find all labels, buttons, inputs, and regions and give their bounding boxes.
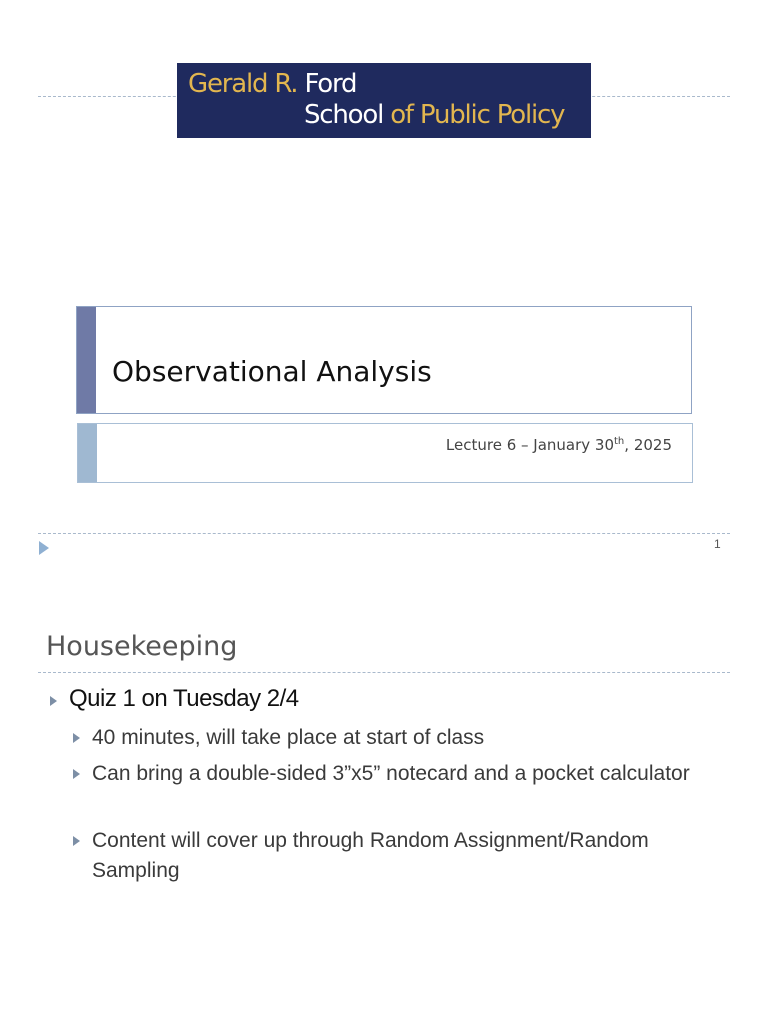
- nav-arrow-icon: [39, 541, 49, 555]
- slide-heading: Housekeeping: [46, 631, 238, 662]
- subtitle-ordinal: th: [614, 436, 625, 447]
- triangle-bullet-icon: [73, 836, 80, 846]
- sub-bullet: Can bring a double-sided 3”x5” notecard and a pocket calculator: [92, 762, 690, 785]
- title-accent-bar: [77, 307, 96, 413]
- sub-bullet: Content will cover up through Random Assignment/Random Sampling: [92, 829, 649, 882]
- logo-text-gerald: Gerald R.: [188, 69, 298, 99]
- slide-title: Observational Analysis: [112, 355, 432, 388]
- slide-subtitle: [446, 436, 672, 454]
- subtitle-date: Lecture 6 – January 30: [445, 436, 615, 454]
- triangle-bullet-icon: [73, 769, 80, 779]
- triangle-bullet-icon: [73, 733, 80, 743]
- subtitle-year: , 2025: [624, 436, 672, 454]
- logo-text-public-policy: of Public Policy: [390, 100, 565, 130]
- logo-text-ford: Ford: [304, 69, 357, 99]
- main-bullet: Quiz 1 on Tuesday 2/4: [69, 685, 299, 712]
- subtitle-accent-bar: [78, 424, 97, 482]
- sub-bullet: 40 minutes, will take place at start of class: [92, 726, 485, 749]
- logo-text-school: School: [304, 100, 384, 130]
- heading-divider: [38, 672, 730, 673]
- ford-school-logo: [177, 63, 591, 138]
- page-number: 1: [714, 537, 721, 551]
- subtitle-box: [77, 423, 693, 483]
- title-box: [76, 306, 692, 414]
- triangle-bullet-icon: [50, 696, 57, 706]
- slide-footer-divider: [38, 533, 730, 534]
